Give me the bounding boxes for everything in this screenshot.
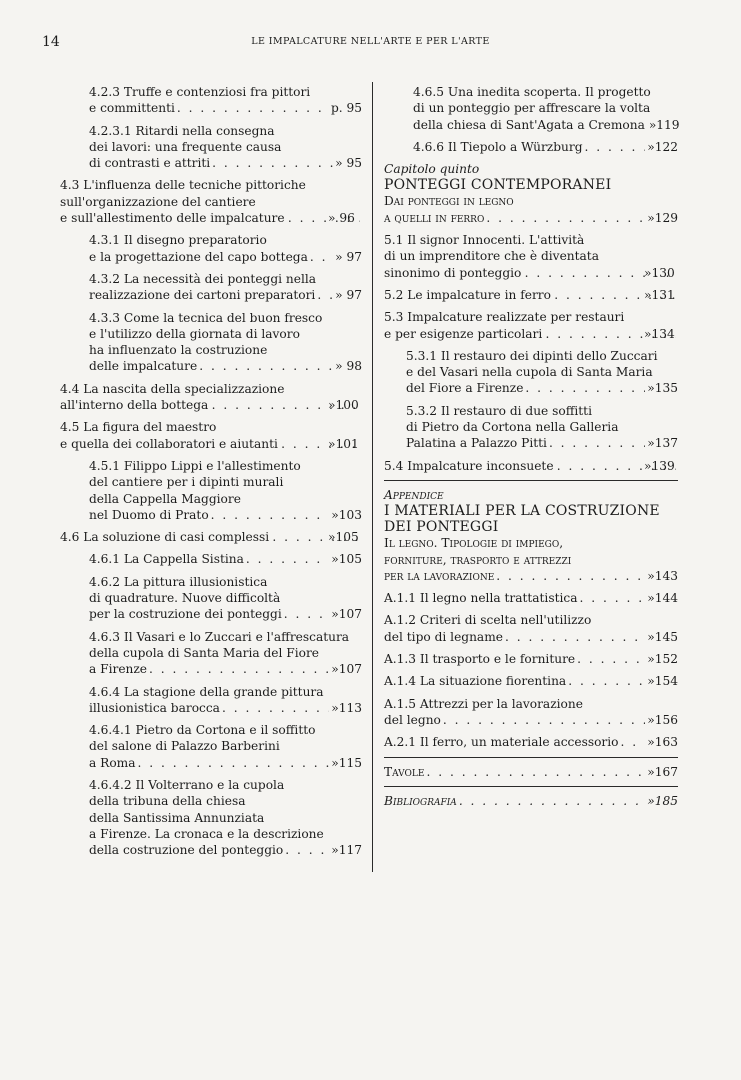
dot-leader <box>486 210 645 226</box>
toc-entry <box>384 590 678 606</box>
dot-leader <box>585 139 646 155</box>
appendix-subtitle-2: forniture, trasporto e attrezzi <box>384 552 572 567</box>
entry-body <box>89 271 362 304</box>
toc-entry <box>384 403 678 452</box>
section-rule <box>384 786 678 787</box>
chapter-title: PONTEGGI CONTEMPORANEI <box>384 177 612 194</box>
entry-body <box>384 232 678 281</box>
entry-leader-line: e per esigenze particolari . . . »134 <box>418 326 678 342</box>
entry-leader-line <box>384 712 678 728</box>
entry-leader-line: e quella dei collaboratori e aiutanti . . . »101 <box>94 436 362 452</box>
entry-body <box>406 348 678 397</box>
toc-entry <box>60 529 362 545</box>
entry-line: 4.5.1 Filippo Lippi e l'allestimento <box>89 458 301 473</box>
entry-text: della costruzione del ponteggio <box>89 843 284 858</box>
toc-entry <box>384 139 678 155</box>
entry-body <box>384 696 678 729</box>
entry-line: sull'organizzazione del cantiere <box>60 194 256 209</box>
entry-text: del legno <box>384 712 441 727</box>
entry-leader-line <box>89 842 362 858</box>
entry-leader-line <box>384 590 678 606</box>
entry-leader-line <box>89 249 362 265</box>
toc-entry <box>384 612 678 645</box>
toc-entry <box>60 777 362 858</box>
dot-leader <box>211 507 330 523</box>
toc-entry <box>60 458 362 523</box>
toc-entry <box>384 287 678 303</box>
entry-text: del Fiore a Firenze <box>406 381 524 396</box>
toc-entry <box>60 232 362 265</box>
dot-leader <box>443 712 645 728</box>
dot-leader <box>199 358 333 374</box>
page-ref: » 97 <box>335 249 362 264</box>
tavole-entry <box>384 764 678 780</box>
page-ref: »107 <box>331 607 362 622</box>
dot-leader <box>459 793 645 809</box>
entry-line: della cupola di Santa Maria del Fiore <box>89 645 320 660</box>
entry-leader-line <box>89 661 362 677</box>
page-ref: » 98 <box>335 359 362 374</box>
running-title: LE IMPALCATURE NELL'ARTE E PER L'ARTE <box>251 36 490 47</box>
entry-text: Bibliografia <box>384 793 457 808</box>
entry-body <box>384 458 678 474</box>
entry-line: 4.3.2 La necessità dei ponteggi nella <box>89 271 317 286</box>
dot-leader <box>246 551 329 567</box>
chapter-5-entries <box>384 232 678 474</box>
page-ref: »137 <box>647 436 678 451</box>
dot-leader <box>579 590 645 606</box>
entry-text: della chiesa di Sant'Agata a Cremona <box>413 117 645 132</box>
entry-body <box>413 139 678 155</box>
appendix-label: Appendice <box>384 487 444 502</box>
toc-entry <box>60 684 362 717</box>
entry-leader-line <box>89 755 362 771</box>
entry-text: di contrasti e attriti <box>89 156 211 171</box>
entry-text: A.1.4 La situazione fiorentina <box>384 674 567 689</box>
entry-body <box>406 403 678 452</box>
toc-entry <box>60 722 362 771</box>
entry-line: 5.3.2 Il restauro di due soffitti <box>406 403 592 418</box>
section-rule <box>384 480 678 481</box>
page-ref: » 95 <box>335 156 362 171</box>
dot-leader <box>426 764 645 780</box>
entry-line: 4.3.3 Come la tecnica del buon fresco <box>89 310 323 325</box>
entry-body <box>384 309 678 342</box>
entry-line: 4.4 La nascita della specializzazione <box>60 381 285 396</box>
entry-text: Palatina a Palazzo Pitti <box>406 436 547 451</box>
entry-leader-line <box>384 673 678 689</box>
dot-leader <box>284 606 330 622</box>
entry-leader-line <box>406 435 678 451</box>
page-ref: p. 95 <box>330 101 362 116</box>
entry-line: 4.2.3.1 Ritardi nella consegna <box>89 123 275 138</box>
entry-text: delle impalcature <box>89 359 198 374</box>
entry-text: A.1.3 Il trasporto e le forniture <box>384 652 576 667</box>
entry-line: 5.3 Impalcature realizzate per restauri <box>384 310 625 325</box>
toc-entry <box>60 574 362 623</box>
entry-leader-line <box>413 117 678 133</box>
page-ref: »119 <box>648 117 680 132</box>
entry-body <box>384 651 678 667</box>
entry-text: 4.6.1 La Cappella Sistina <box>89 552 244 567</box>
dot-leader <box>577 651 645 667</box>
page-ref: »152 <box>647 652 678 667</box>
toc-entry <box>60 629 362 678</box>
entry-leader-line: e sull'allestimento delle impalcature . . . » 96 <box>94 210 362 226</box>
page-ref: »113 <box>331 700 362 715</box>
page-ref: »135 <box>647 381 678 396</box>
toc-entry <box>384 651 678 667</box>
entry-body <box>384 287 678 303</box>
toc-entry <box>384 568 678 584</box>
dot-leader <box>525 380 645 396</box>
page-ref: »156 <box>647 712 678 727</box>
entry-text: e committenti <box>89 101 175 116</box>
page-ref: »115 <box>331 755 362 770</box>
toc-entry <box>60 84 362 117</box>
entry-line: 4.5 La figura del maestro <box>60 420 217 435</box>
entry-line: dei lavori: una frequente causa <box>89 139 282 154</box>
dot-leader <box>177 100 329 116</box>
entry-leader-line: sinonimo di ponteggio . . . »130 <box>418 265 678 281</box>
entry-line: del cantiere per i dipinti murali <box>89 475 284 490</box>
entry-line: di un imprenditore che è diventata <box>384 249 599 264</box>
entry-text: per la costruzione dei ponteggi <box>89 607 282 622</box>
entry-body <box>89 629 362 678</box>
entry-text: del tipo di legname <box>384 629 503 644</box>
toc-entry <box>384 84 678 133</box>
entry-line: 5.1 Il signor Innocenti. L'attività <box>384 233 585 248</box>
entry-body <box>384 734 678 750</box>
entry-body <box>89 777 362 858</box>
toc-entry <box>384 673 678 689</box>
entry-leader-line <box>89 100 362 116</box>
dot-leader <box>222 700 329 716</box>
entry-leader-line <box>89 155 362 171</box>
entry-text: 4.6.6 Il Tiepolo a Würzburg <box>413 139 583 154</box>
entry-body <box>413 84 678 133</box>
page-ref: »117 <box>331 843 362 858</box>
toc-entry <box>60 381 362 414</box>
entry-body <box>60 529 362 545</box>
entry-body <box>89 84 362 117</box>
entry-body <box>60 381 362 414</box>
entry-body <box>384 590 678 606</box>
entry-line: A.1.5 Attrezzi per la lavorazione <box>384 696 583 711</box>
entry-leader-line <box>384 629 678 645</box>
dot-leader <box>137 755 329 771</box>
entry-text: a Roma <box>89 755 136 770</box>
entry-body <box>89 722 362 771</box>
entry-text: per la lavorazione <box>384 568 495 583</box>
page-ref: »154 <box>647 674 678 689</box>
entry-leader-line <box>89 606 362 622</box>
entry-text: sinonimo di ponteggio <box>384 265 522 280</box>
chapter-5-heading <box>384 161 678 226</box>
entry-line: di un ponteggio per affrescare la volta <box>413 101 651 116</box>
toc-entry <box>384 696 678 729</box>
entry-text: A.2.1 Il ferro, un materiale accessorio <box>384 735 619 750</box>
dot-leader <box>549 435 645 451</box>
entry-line: ha influenzato la costruzione <box>89 343 268 358</box>
entry-body <box>60 177 362 226</box>
toc-entry <box>384 348 678 397</box>
entry-body <box>60 419 362 452</box>
entry-leader-line <box>89 358 362 374</box>
page-ref: »163 <box>647 735 678 750</box>
entry-line: 4.6.4.2 Il Volterrano e la cupola <box>89 777 285 792</box>
entry-leader-line: 4.6 La soluzione di casi complessi . . . »105 <box>94 529 362 545</box>
dot-leader <box>285 842 329 858</box>
entry-body <box>89 458 362 523</box>
entry-leader-line <box>89 507 362 523</box>
dot-leader <box>505 629 645 645</box>
entry-leader-line <box>413 139 678 155</box>
entry-text: e per esigenze particolari <box>384 326 543 341</box>
toc-entry <box>60 551 362 567</box>
section-rule <box>384 757 678 758</box>
entry-body <box>384 612 678 645</box>
page-ref: »143 <box>647 568 678 583</box>
entry-leader-line <box>89 287 362 303</box>
entry-body <box>89 684 362 717</box>
entry-body <box>89 123 362 172</box>
page-ref: »129 <box>647 210 678 225</box>
toc-left-column <box>60 84 362 864</box>
dot-leader <box>621 734 646 750</box>
column-divider <box>372 82 373 872</box>
entry-body <box>89 232 362 265</box>
entry-line: della Santissima Annunziata <box>89 810 265 825</box>
toc-entry <box>384 734 678 750</box>
page-ref: »144 <box>647 591 678 606</box>
toc-entry <box>384 210 678 226</box>
page-ref: »185 <box>647 793 678 808</box>
entry-line: a Firenze. La cronaca e la descrizione <box>89 826 324 841</box>
entry-body <box>89 551 362 567</box>
entry-line: della tribuna della chiesa <box>89 794 246 809</box>
toc-entry <box>384 458 678 474</box>
dot-leader <box>149 661 329 677</box>
entry-leader-line: 5.2 Le impalcature in ferro . . . »131 <box>418 287 678 303</box>
page-ref: »122 <box>647 139 678 154</box>
toc-entry <box>60 271 362 304</box>
entry-leader-line: all'interno della bottega . . . »100 <box>94 397 362 413</box>
page-ref: » 97 <box>335 288 362 303</box>
entry-text: 5.2 Le impalcature in ferro <box>384 287 551 302</box>
entry-text: a Firenze <box>89 662 148 677</box>
entry-line: A.1.2 Criteri di scelta nell'utilizzo <box>384 613 592 628</box>
dot-leader <box>317 287 333 303</box>
entry-line: e del Vasari nella cupola di Santa Maria <box>406 365 653 380</box>
entry-body <box>89 574 362 623</box>
toc-entry <box>60 310 362 375</box>
entry-text: 5.4 Impalcature inconsuete <box>384 458 554 473</box>
entry-text: e quella dei collaboratori e aiutanti <box>60 436 278 451</box>
entry-text: realizzazione dei cartoni preparatori <box>89 288 316 303</box>
entry-leader-line <box>89 551 362 567</box>
entry-line: 4.3.1 Il disegno preparatorio <box>89 233 267 248</box>
page-ref: »107 <box>331 662 362 677</box>
toc-entry <box>60 177 362 226</box>
entry-text: a quelli in ferro <box>384 210 485 225</box>
page-ref: »167 <box>647 764 678 779</box>
dot-leader <box>212 155 333 171</box>
toc-entry <box>384 232 678 281</box>
page-ref: »105 <box>331 552 362 567</box>
entry-body <box>384 673 678 689</box>
entry-line: 5.3.1 Il restauro dei dipinti dello Zuccari <box>406 348 658 363</box>
toc-entry <box>60 419 362 452</box>
entry-text: nel Duomo di Prato <box>89 507 209 522</box>
entry-leader-line <box>89 700 362 716</box>
entry-leader-line <box>384 651 678 667</box>
entry-leader-line: 5.4 Impalcature inconsuete . . . »139 <box>418 458 678 474</box>
appendix-title-2: DEI PONTEGGI <box>384 519 499 536</box>
page-number: 14 <box>42 34 60 50</box>
appendix-title-1: I MATERIALI PER LA COSTRUZIONE <box>384 503 660 520</box>
entry-text: illusionistica barocca <box>89 700 220 715</box>
entry-line: del salone di Palazzo Barberini <box>89 739 280 754</box>
entry-line: della Cappella Maggiore <box>89 491 241 506</box>
toc-entry <box>60 123 362 172</box>
page-ref: »145 <box>647 629 678 644</box>
entry-leader-line <box>384 734 678 750</box>
toc-entry <box>384 309 678 342</box>
entry-text: e sull'allestimento delle impalcature <box>60 211 285 226</box>
bibliografia-entry <box>384 793 678 809</box>
chapter-subtitle: Dai ponteggi in legno <box>384 194 514 209</box>
toc-right-column <box>384 84 678 815</box>
entry-line: e l'utilizzo della giornata di lavoro <box>89 326 300 341</box>
chapter-label: Capitolo quinto <box>384 162 480 177</box>
entry-text: 4.6 La soluzione di casi complessi <box>60 530 270 545</box>
entry-text: e la progettazione del capo bottega <box>89 249 308 264</box>
appendix-subtitle-1: Il legno. Tipologie di impiego, <box>384 536 564 551</box>
entry-line: 4.6.5 Una inedita scoperta. Il progetto <box>413 85 651 99</box>
entry-body <box>89 310 362 375</box>
entry-text: Tavole <box>384 764 425 779</box>
page-header <box>0 34 741 54</box>
page-ref: »103 <box>331 507 362 522</box>
dot-leader <box>568 673 645 689</box>
entry-leader-line <box>406 380 678 396</box>
entry-line: 4.6.4.1 Pietro da Cortona e il soffitto <box>89 723 316 738</box>
entry-line: di quadrature. Nuove difficoltà <box>89 591 281 606</box>
entry-line: 4.6.2 La pittura illusionistica <box>89 574 268 589</box>
dot-leader <box>310 249 333 265</box>
entry-line: 4.6.4 La stagione della grande pittura <box>89 684 324 699</box>
appendix-entries <box>384 590 678 750</box>
entry-text: all'interno della bottega <box>60 398 209 413</box>
entry-line: 4.3 L'influenza delle tecniche pittoriche <box>60 178 306 193</box>
right-top-entries <box>384 84 678 155</box>
dot-leader <box>496 568 645 584</box>
appendix-heading <box>384 487 678 584</box>
entry-text: A.1.1 Il legno nella trattatistica <box>384 591 578 606</box>
entry-line: di Pietro da Cortona nella Galleria <box>406 420 619 435</box>
entry-line: 4.6.3 Il Vasari e lo Zuccari e l'affrescatura <box>89 629 350 644</box>
entry-line: 4.2.3 Truffe e contenziosi fra pittori <box>89 85 311 99</box>
